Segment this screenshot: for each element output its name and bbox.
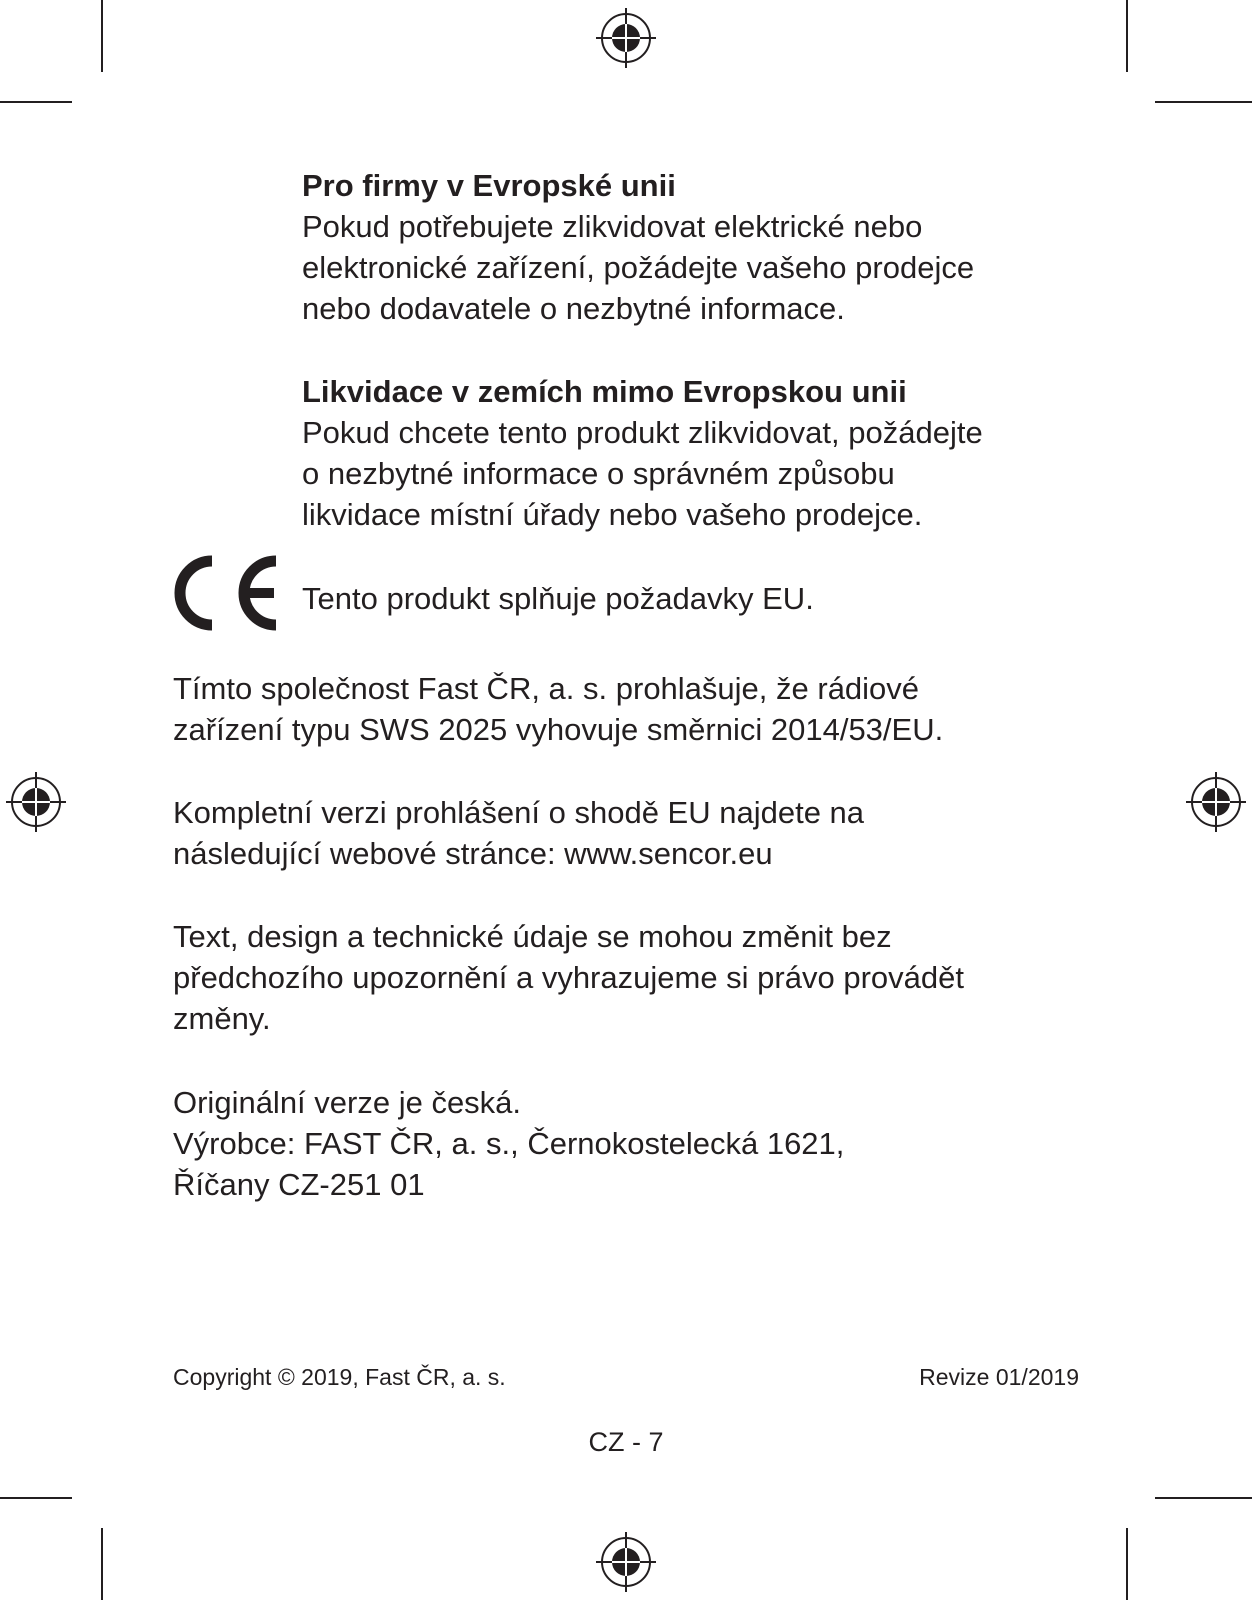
crop-mark	[1126, 1528, 1128, 1600]
crop-mark	[1155, 101, 1252, 103]
text-line: Pokud potřebujete zlikvidovat elektrické nebo	[302, 209, 923, 244]
text-line: zařízení typu SWS 2025 vyhovuje směrnici 2014/53/EU.	[173, 712, 944, 747]
copyright: Copyright © 2019, Fast ČR, a. s.	[173, 1364, 506, 1390]
non-eu-disposal-section	[302, 371, 983, 535]
text-line: Pokud chcete tento produkt zlikvidovat, požádejte	[302, 415, 983, 450]
section-heading: Pro firmy v Evropské unii	[302, 168, 676, 203]
crop-mark	[1155, 1497, 1252, 1499]
crop-mark	[0, 101, 72, 103]
text-line: Říčany CZ-251 01	[173, 1167, 425, 1202]
full-declaration-section	[173, 792, 864, 874]
crop-mark	[0, 1497, 72, 1499]
registration-mark-icon	[596, 8, 656, 68]
text-line: Originální verze je česká.	[173, 1085, 522, 1120]
section-heading: Likvidace v zemích mimo Evropskou unii	[302, 374, 907, 409]
change-notice-section	[173, 916, 964, 1039]
text-line: Kompletní verzi prohlášení o shodě EU najdete na	[173, 795, 865, 830]
crop-mark	[1126, 0, 1128, 72]
text-line: následující webové stránce: www.sencor.eu	[173, 836, 773, 871]
text-line: nebo dodavatele o nezbytné informace.	[302, 291, 845, 326]
declaration-section	[173, 668, 943, 750]
text-line: změny.	[173, 1001, 271, 1036]
text-line: o nezbytné informace o správném způsobu	[302, 456, 895, 491]
eu-business-section	[302, 165, 974, 329]
manufacturer-section	[173, 1082, 844, 1205]
text-line: předchozího upozornění a vyhrazujeme si právo provádět	[173, 960, 964, 995]
crop-mark	[101, 1528, 103, 1600]
crop-mark	[101, 0, 103, 72]
text-line: Výrobce: FAST ČR, a. s., Černokostelecká 1621,	[173, 1126, 845, 1161]
text-line: Text, design a technické údaje se mohou změnit bez	[173, 919, 892, 954]
registration-mark-icon	[596, 1532, 656, 1592]
registration-mark-icon	[6, 772, 66, 832]
ce-mark-icon	[172, 555, 280, 631]
registration-mark-icon	[1186, 772, 1246, 832]
text-line: Tento produkt splňuje požadavky EU.	[302, 581, 814, 616]
text-line: likvidace místní úřady nebo vašeho prodejce.	[302, 497, 923, 532]
page-number: CZ - 7	[588, 1427, 664, 1457]
ce-statement	[302, 578, 814, 619]
text-line: Tímto společnost Fast ČR, a. s. prohlašuje, že rádiové	[173, 671, 920, 706]
text-line: elektronické zařízení, požádejte vašeho prodejce	[302, 250, 975, 285]
revision: Revize 01/2019	[919, 1364, 1079, 1390]
